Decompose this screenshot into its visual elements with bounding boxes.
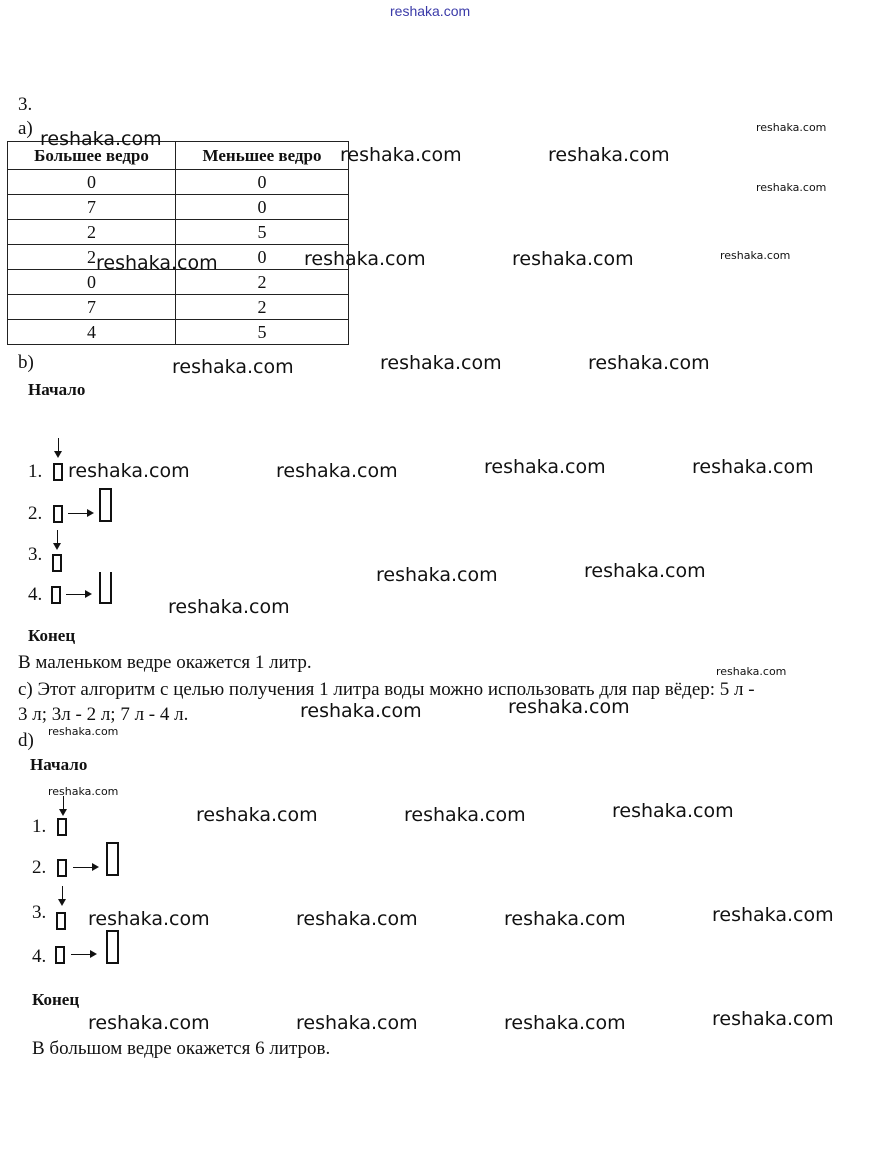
watermark: reshaka.com (376, 564, 498, 586)
table-cell: 4 (8, 320, 176, 345)
arrow-right-icon (73, 867, 97, 868)
watermark: reshaka.com (508, 696, 630, 718)
small-bucket-icon (55, 946, 65, 964)
table-row (8, 295, 349, 320)
arrow-down-icon (63, 796, 64, 814)
table-cell: 0 (8, 270, 176, 295)
watermark: reshaka.com (88, 1012, 210, 1034)
part-b-label: b) (18, 352, 34, 373)
table-cell: 2 (176, 270, 349, 295)
small-bucket-icon (57, 818, 67, 836)
small-bucket-icon (56, 912, 66, 930)
watermark: reshaka.com (584, 560, 706, 582)
table-row (8, 195, 349, 220)
arrow-right-icon (66, 594, 90, 595)
part-b-step-3: 3. (28, 544, 43, 565)
part-d-result: В большом ведре окажется 6 литров. (32, 1038, 331, 1059)
watermark: reshaka.com (96, 252, 218, 274)
watermark: reshaka.com (612, 800, 734, 822)
part-c-line-2: 3 л; 3л - 2 л; 7 л - 4 л. (18, 704, 189, 725)
watermark: reshaka.com (712, 1008, 834, 1030)
small-bucket-icon (51, 586, 61, 604)
watermark: reshaka.com (720, 249, 791, 262)
watermark: reshaka.com (168, 596, 290, 618)
part-b-step-4: 4. (28, 584, 43, 605)
watermark: reshaka.com (504, 908, 626, 930)
table-cell: 0 (176, 245, 349, 270)
table-cell: 7 (8, 295, 176, 320)
small-bucket-icon (52, 554, 62, 572)
watermark: reshaka.com (504, 1012, 626, 1034)
watermark: reshaka.com (196, 804, 318, 826)
small-bucket-icon (53, 463, 63, 481)
part-a-label: a) (18, 118, 33, 139)
watermark: reshaka.com (512, 248, 634, 270)
watermark: reshaka.com (340, 144, 462, 166)
watermark: reshaka.com (296, 908, 418, 930)
watermark: reshaka.com (48, 725, 119, 738)
part-d-step-1: 1. (32, 816, 47, 837)
table-cell: 5 (176, 220, 349, 245)
task-number: 3. (18, 94, 33, 115)
watermark: reshaka.com (404, 804, 526, 826)
watermark: reshaka.com (548, 144, 670, 166)
part-d-end: Конец (32, 990, 80, 1009)
arrow-down-icon (58, 438, 59, 456)
header-large-bucket: Большее ведро (8, 142, 176, 170)
watermark: reshaka.com (380, 352, 502, 374)
watermark: reshaka.com (756, 121, 827, 134)
small-bucket-icon (57, 859, 67, 877)
watermark: reshaka.com (40, 128, 162, 150)
watermark: reshaka.com (304, 248, 426, 270)
table-row (8, 220, 349, 245)
watermark: reshaka.com (588, 352, 710, 374)
table-cell: 2 (8, 245, 176, 270)
part-b-result: В маленьком ведре окажется 1 литр. (18, 652, 312, 673)
table-cell: 0 (176, 195, 349, 220)
watermark: reshaka.com (276, 460, 398, 482)
site-header[interactable]: reshaka.com (390, 3, 471, 19)
part-b-step-1: 1. (28, 461, 43, 482)
watermark: reshaka.com (48, 785, 119, 798)
part-d-step-4: 4. (32, 946, 47, 967)
table-row (8, 170, 349, 195)
table-cell: 0 (8, 170, 176, 195)
part-d-label: d) (18, 730, 34, 751)
table-cell: 5 (176, 320, 349, 345)
watermark: reshaka.com (484, 456, 606, 478)
watermark: reshaka.com (716, 665, 787, 678)
table-row (8, 320, 349, 345)
part-b-end: Конец (28, 626, 76, 645)
arrow-right-icon (71, 954, 95, 955)
large-bucket-icon (106, 842, 119, 876)
table-cell: 2 (176, 295, 349, 320)
watermark: reshaka.com (692, 456, 814, 478)
part-d-step-2: 2. (32, 857, 47, 878)
watermark: reshaka.com (756, 181, 827, 194)
large-bucket-icon (99, 572, 112, 604)
part-d-start: Начало (30, 755, 88, 774)
arrow-down-icon (62, 886, 63, 904)
arrow-down-icon (57, 530, 58, 548)
buckets-table (7, 141, 349, 345)
watermark: reshaka.com (68, 460, 190, 482)
part-d-step-3: 3. (32, 902, 47, 923)
watermark: reshaka.com (296, 1012, 418, 1034)
header-small-bucket: Меньшее ведро (176, 142, 349, 170)
watermark: reshaka.com (712, 904, 834, 926)
small-bucket-icon (53, 505, 63, 523)
watermark: reshaka.com (88, 908, 210, 930)
part-b-start: Начало (28, 380, 86, 399)
table-cell: 0 (176, 170, 349, 195)
arrow-right-icon (68, 513, 92, 514)
part-c-line-1: c) Этот алгоритм с целью получения 1 литра воды можно использовать для пар вёдер: 5 л - (18, 679, 755, 700)
watermark: reshaka.com (300, 700, 422, 722)
large-bucket-icon (106, 930, 119, 964)
table-cell: 7 (8, 195, 176, 220)
table-cell: 2 (8, 220, 176, 245)
watermark: reshaka.com (172, 356, 294, 378)
large-bucket-icon (99, 488, 112, 522)
part-b-step-2: 2. (28, 503, 43, 524)
